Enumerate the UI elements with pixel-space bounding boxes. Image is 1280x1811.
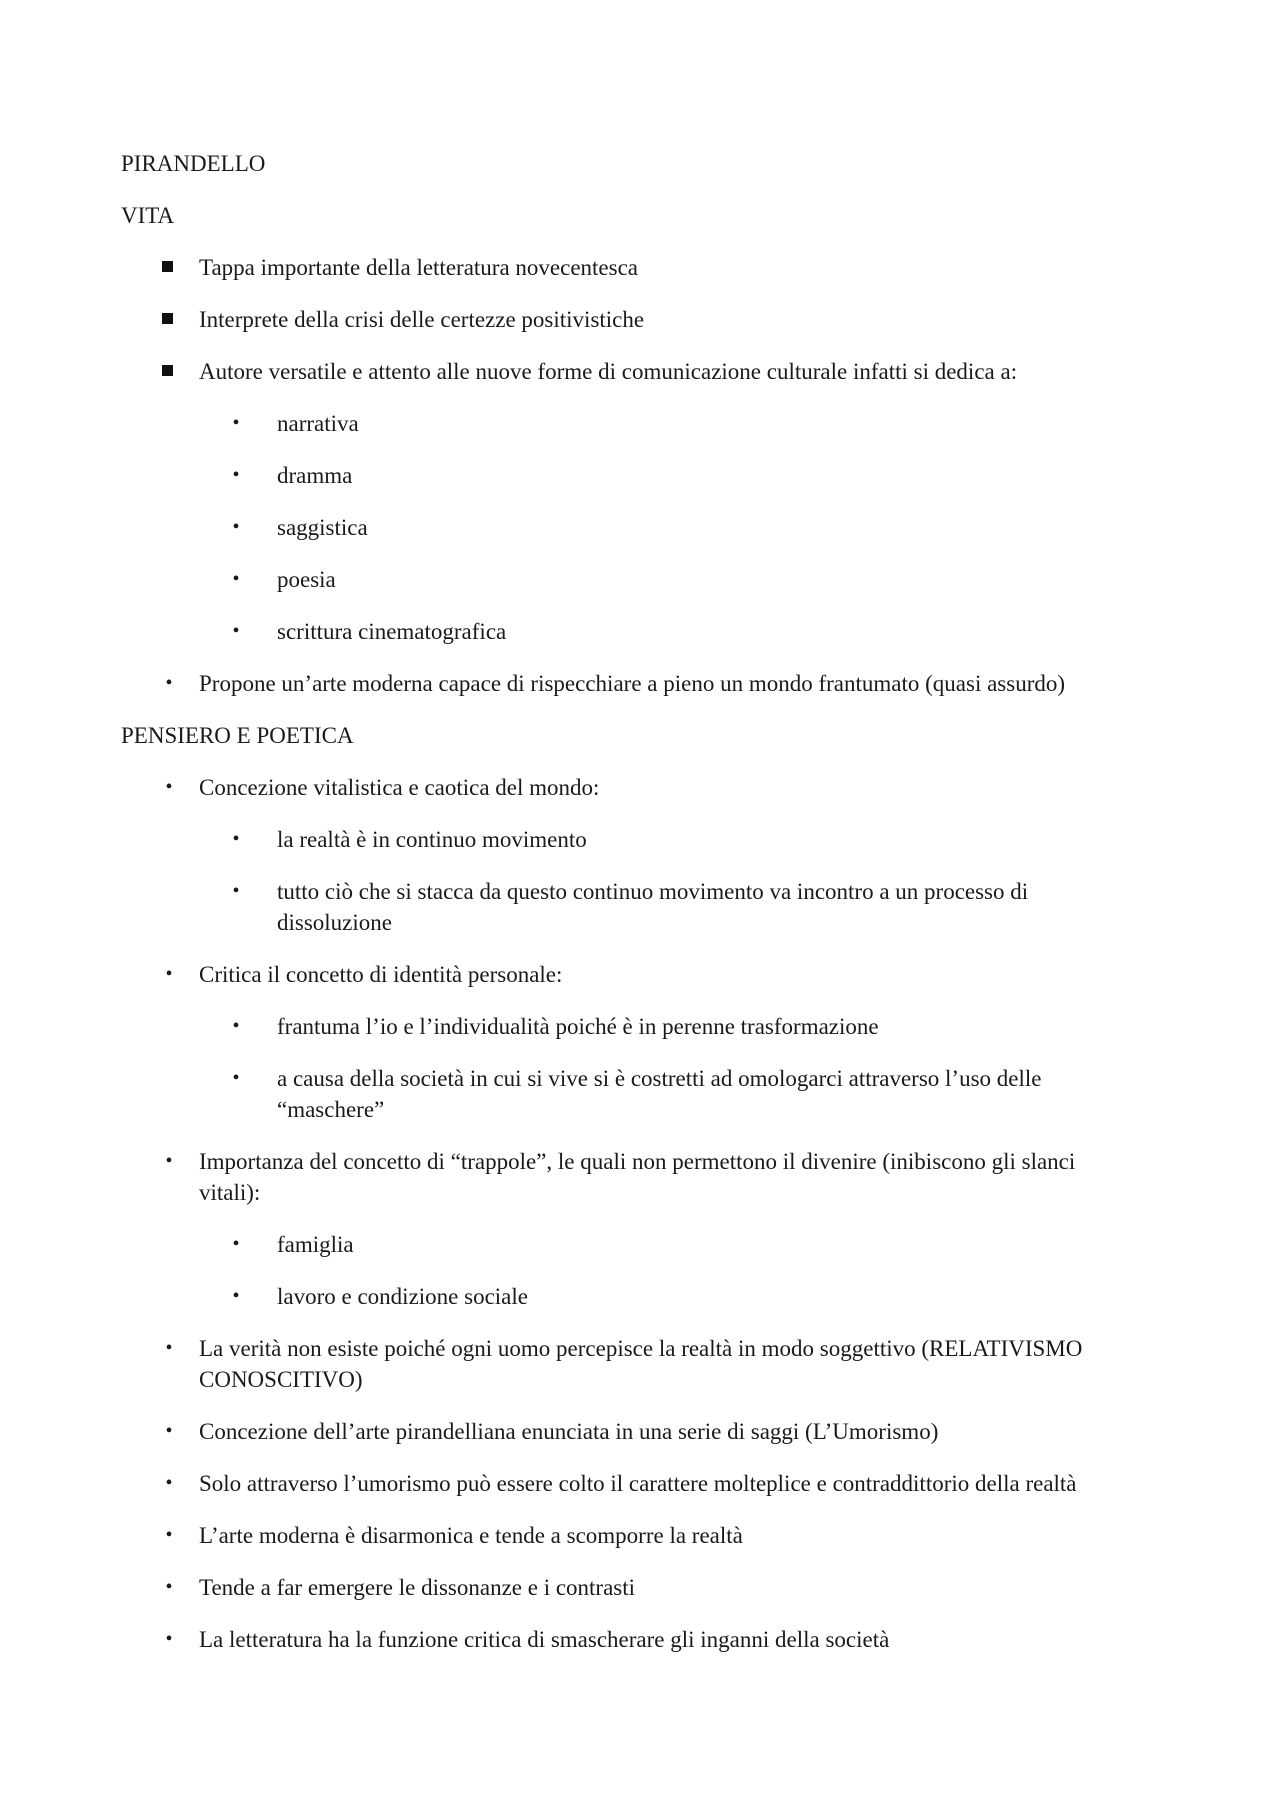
list-item-text: Autore versatile e attento alle nuove forme di comunicazione culturale infatti si dedica a: bbox=[199, 359, 1018, 384]
list-item-text: Concezione vitalistica e caotica del mondo: bbox=[199, 775, 600, 800]
sub-list-item-text: frantuma l’io e l’individualità poiché è in perenne trasformazione bbox=[277, 1014, 879, 1039]
list-item bbox=[121, 959, 1131, 1125]
bullet-icon: • bbox=[232, 464, 240, 486]
square-bullet-icon bbox=[162, 313, 173, 324]
section-heading: VITA bbox=[121, 203, 175, 228]
bullet-icon: • bbox=[165, 963, 173, 985]
bullet-icon: • bbox=[232, 568, 240, 590]
list-item-text: L’arte moderna è disarmonica e tende a scomporre la realtà bbox=[199, 1523, 743, 1548]
sub-list-item bbox=[121, 512, 1131, 543]
sub-list-item-text: dramma bbox=[277, 463, 353, 488]
document-title: PIRANDELLO bbox=[121, 151, 266, 176]
list-item bbox=[121, 252, 1131, 283]
sub-list-item-text: poesia bbox=[277, 567, 336, 592]
bullet-icon: • bbox=[165, 1337, 173, 1359]
list-item-text: Solo attraverso l’umorismo può essere colto il carattere molteplice e contraddittorio della realtà bbox=[199, 1471, 1077, 1496]
sub-list-item bbox=[121, 616, 1131, 647]
list-item bbox=[121, 1333, 1131, 1395]
sub-list-item bbox=[121, 1063, 1131, 1125]
list-item-text: Propone un’arte moderna capace di rispecchiare a pieno un mondo frantumato (quasi assurdo) bbox=[199, 671, 1066, 696]
list-item bbox=[121, 1572, 1131, 1603]
sub-list bbox=[199, 824, 1131, 938]
bullet-icon: • bbox=[232, 880, 240, 902]
sub-list-item bbox=[121, 876, 1131, 938]
bullet-icon: • bbox=[232, 412, 240, 434]
bullet-icon: • bbox=[232, 620, 240, 642]
sub-list-item bbox=[121, 564, 1131, 595]
sub-list-item-text: a causa della società in cui si vive si è costretti ad omologarci attraverso l’uso delle “maschere” bbox=[277, 1066, 1042, 1122]
sub-list-item-text: scrittura cinematografica bbox=[277, 619, 507, 644]
list-item-text: Concezione dell’arte pirandelliana enunciata in una serie di saggi (L’Umorismo) bbox=[199, 1419, 939, 1444]
list-item bbox=[121, 772, 1131, 938]
section-heading: PENSIERO E POETICA bbox=[121, 723, 354, 748]
sub-list bbox=[199, 1229, 1131, 1312]
sub-list-item-text: lavoro e condizione sociale bbox=[277, 1284, 528, 1309]
bullet-icon: • bbox=[232, 1233, 240, 1255]
list-item-text: Importanza del concetto di “trappole”, le quali non permettono il divenire (inibiscono gli slanci vitali): bbox=[199, 1149, 1076, 1205]
sub-list-item bbox=[121, 1011, 1131, 1042]
list-item-text: La verità non esiste poiché ogni uomo percepisce la realtà in modo soggettivo (RELATIVISMO CONOSCITIVO) bbox=[199, 1336, 1083, 1392]
sub-list-item-text: narrativa bbox=[277, 411, 359, 436]
square-bullet-icon bbox=[162, 261, 173, 272]
list-item bbox=[121, 356, 1131, 647]
list-item-text: La letteratura ha la funzione critica di smascherare gli inganni della società bbox=[199, 1627, 890, 1652]
list-item-text: Tappa importante della letteratura novecentesca bbox=[199, 255, 638, 280]
sub-list bbox=[199, 408, 1131, 647]
sub-list-item-text: la realtà è in continuo movimento bbox=[277, 827, 587, 852]
list-item bbox=[121, 1416, 1131, 1447]
document-body bbox=[121, 148, 1131, 1676]
sub-list-item bbox=[121, 824, 1131, 855]
sub-list-item-text: saggistica bbox=[277, 515, 368, 540]
bullet-list bbox=[121, 772, 1131, 1655]
list-item bbox=[121, 1624, 1131, 1655]
bullet-icon: • bbox=[165, 1628, 173, 1650]
list-item bbox=[121, 668, 1131, 699]
bullet-list bbox=[121, 252, 1131, 699]
list-item bbox=[121, 1520, 1131, 1551]
sections-container bbox=[121, 200, 1131, 1655]
sub-list-item-text: tutto ciò che si stacca da questo continuo movimento va incontro a un processo di dissoluzione bbox=[277, 879, 1029, 935]
list-item bbox=[121, 1146, 1131, 1312]
bullet-icon: • bbox=[165, 1420, 173, 1442]
bullet-icon: • bbox=[232, 828, 240, 850]
bullet-icon: • bbox=[165, 1576, 173, 1598]
bullet-icon: • bbox=[165, 1524, 173, 1546]
bullet-icon: • bbox=[165, 776, 173, 798]
sub-list-item bbox=[121, 460, 1131, 491]
list-item-text: Tende a far emergere le dissonanze e i contrasti bbox=[199, 1575, 636, 1600]
sub-list-item bbox=[121, 1281, 1131, 1312]
bullet-icon: • bbox=[232, 1067, 240, 1089]
list-item bbox=[121, 304, 1131, 335]
bullet-icon: • bbox=[232, 1015, 240, 1037]
sub-list-item bbox=[121, 408, 1131, 439]
bullet-icon: • bbox=[232, 516, 240, 538]
sub-list-item bbox=[121, 1229, 1131, 1260]
bullet-icon: • bbox=[165, 1472, 173, 1494]
list-item bbox=[121, 1468, 1131, 1499]
sub-list-item-text: famiglia bbox=[277, 1232, 354, 1257]
bullet-icon: • bbox=[165, 672, 173, 694]
list-item-text: Interprete della crisi delle certezze positivistiche bbox=[199, 307, 645, 332]
bullet-icon: • bbox=[165, 1150, 173, 1172]
square-bullet-icon bbox=[162, 365, 173, 376]
sub-list bbox=[199, 1011, 1131, 1125]
list-item-text: Critica il concetto di identità personale: bbox=[199, 962, 563, 987]
bullet-icon: • bbox=[232, 1285, 240, 1307]
